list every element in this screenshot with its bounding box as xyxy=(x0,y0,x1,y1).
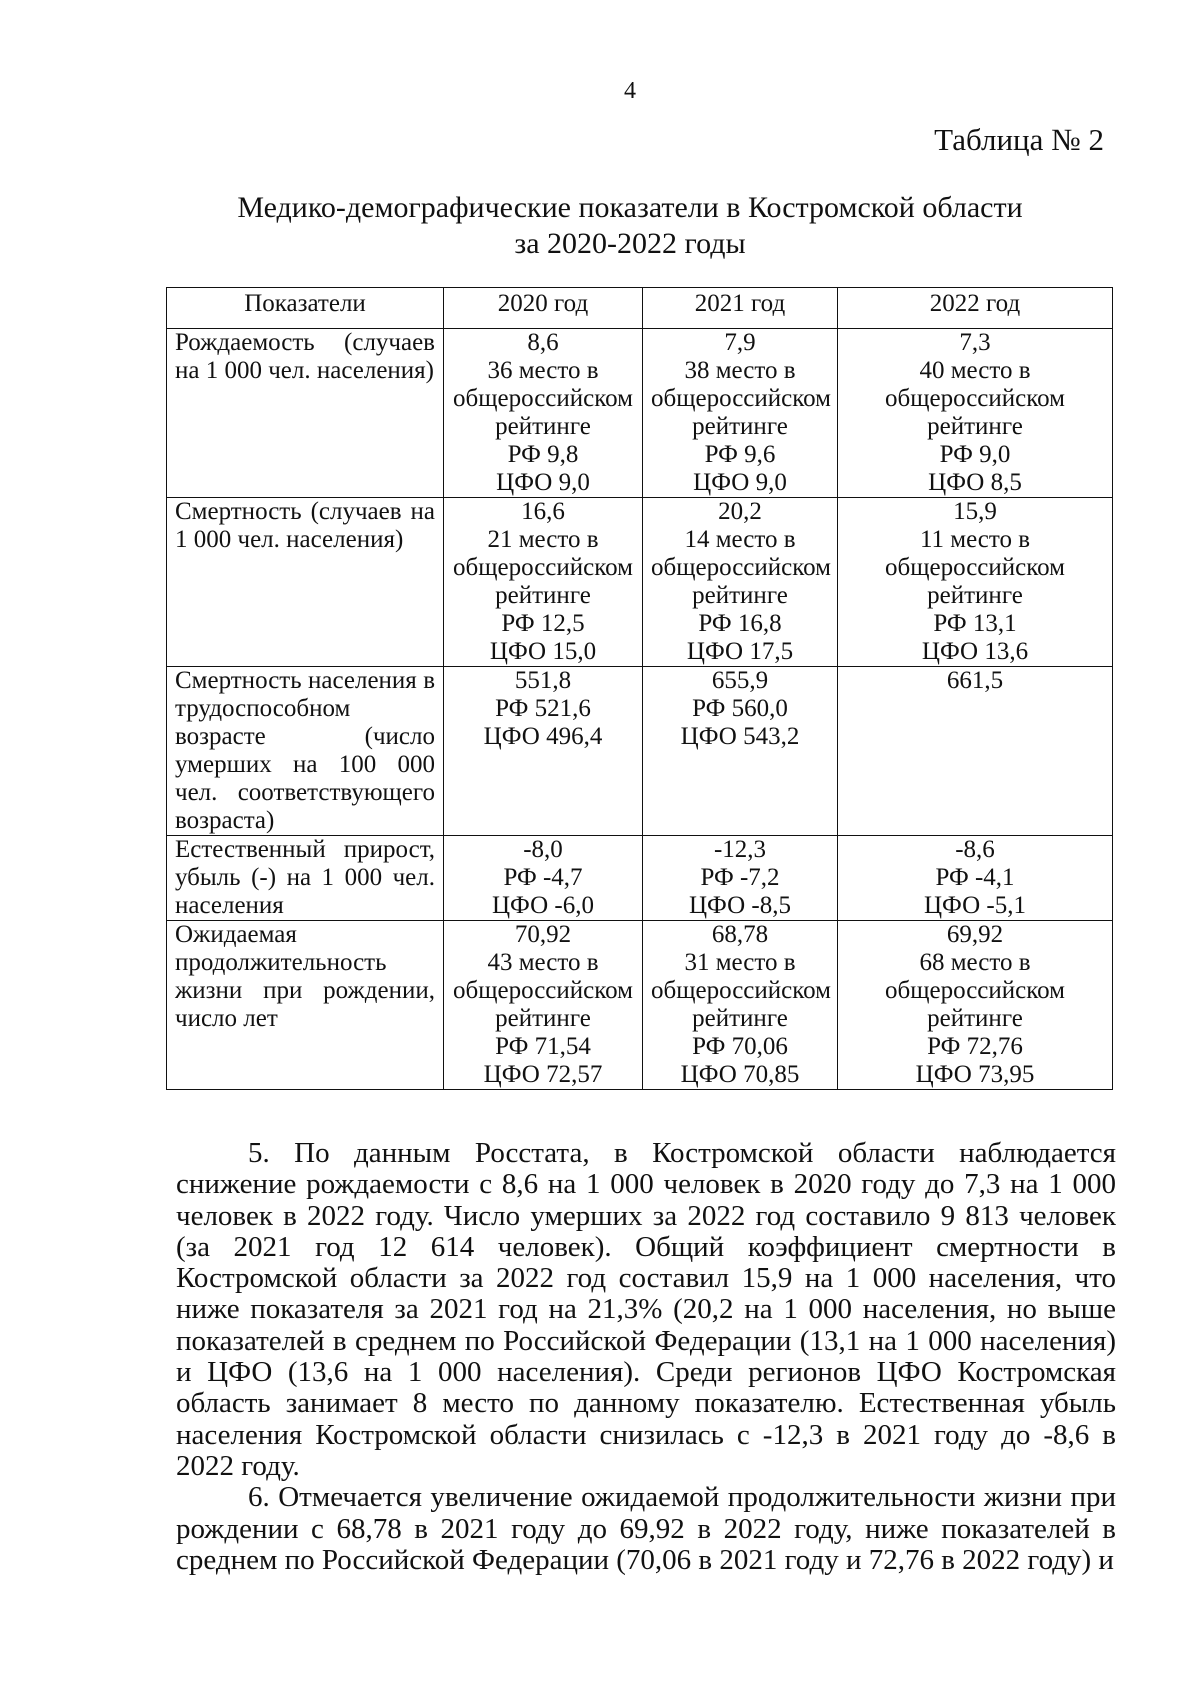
row-label: Ожидаемая продолжительность жизни при рождении, число лет xyxy=(167,921,444,1090)
value-line: 7,9 xyxy=(724,329,756,356)
value-line: -8,6 xyxy=(955,836,995,863)
value-line: РФ 13,1 xyxy=(933,610,1017,637)
table-row xyxy=(167,498,1113,667)
value-cell-2021 xyxy=(643,667,838,836)
table-row xyxy=(167,836,1113,921)
header-2021: 2021 год xyxy=(643,288,838,329)
value-line: РФ 72,76 xyxy=(927,1033,1023,1060)
value-line: 68 место в xyxy=(919,949,1031,976)
value-line: РФ 560,0 xyxy=(692,695,788,722)
value-line: ЦФО 9,0 xyxy=(496,469,590,496)
table-header-row xyxy=(167,288,1113,329)
value-cell-2022 xyxy=(838,498,1113,667)
indicators-table xyxy=(166,287,1113,1090)
header-2022: 2022 год xyxy=(838,288,1113,329)
value-cell-2022 xyxy=(838,921,1113,1090)
value-cell-2020 xyxy=(444,498,643,667)
value-line: ЦФО 70,85 xyxy=(680,1061,800,1088)
value-line: -8,0 xyxy=(523,836,563,863)
value-line: 551,8 xyxy=(514,667,572,694)
value-line: ЦФО 13,6 xyxy=(921,638,1029,665)
value-line: рейтинге xyxy=(927,1005,1023,1032)
value-line: ЦФО -6,0 xyxy=(492,892,594,919)
value-cell-2020 xyxy=(444,667,643,836)
value-line: РФ 12,5 xyxy=(501,610,585,637)
value-line: РФ 9,6 xyxy=(704,441,776,468)
value-line: общероссийском xyxy=(885,977,1065,1004)
value-line: 69,92 xyxy=(946,921,1004,948)
value-line: рейтинге xyxy=(927,413,1023,440)
value-cell-2022 xyxy=(838,836,1113,921)
value-line: 7,3 xyxy=(959,329,991,356)
row-label: Естественный прирост, убыль (-) на 1 000 чел. населения xyxy=(167,836,444,921)
value-line: общероссийском xyxy=(885,385,1065,412)
value-line: 661,5 xyxy=(946,667,1004,694)
value-line: рейтинге xyxy=(692,582,788,609)
value-line: 68,78 xyxy=(711,921,769,948)
header-indicators: Показатели xyxy=(167,288,444,329)
value-line: ЦФО 72,57 xyxy=(483,1061,603,1088)
value-line: рейтинге xyxy=(692,413,788,440)
value-line: ЦФО 9,0 xyxy=(693,469,787,496)
header-2020: 2020 год xyxy=(444,288,643,329)
value-line: рейтинге xyxy=(927,582,1023,609)
value-cell-2020 xyxy=(444,836,643,921)
value-line: РФ 71,54 xyxy=(495,1033,591,1060)
value-line: ЦФО 8,5 xyxy=(928,469,1022,496)
value-line: рейтинге xyxy=(495,582,591,609)
value-line: общероссийском xyxy=(651,554,831,581)
value-line: 14 место в xyxy=(684,526,796,553)
value-cell-2020 xyxy=(444,921,643,1090)
page-number: 4 xyxy=(624,78,636,104)
value-line: РФ 16,8 xyxy=(698,610,782,637)
table-label: Таблица № 2 xyxy=(934,122,1104,157)
value-cell-2021 xyxy=(643,498,838,667)
value-cell-2022 xyxy=(838,667,1113,836)
value-line: 36 место в xyxy=(487,357,599,384)
value-line: РФ -7,2 xyxy=(700,864,780,891)
value-line: ЦФО 17,5 xyxy=(686,638,794,665)
value-line: РФ -4,7 xyxy=(503,864,583,891)
value-line: ЦФО 543,2 xyxy=(680,723,800,750)
value-cell-2022 xyxy=(838,329,1113,498)
value-line: РФ 9,8 xyxy=(507,441,579,468)
table-row xyxy=(167,921,1113,1090)
value-line: общероссийском xyxy=(453,554,633,581)
value-line: ЦФО 496,4 xyxy=(483,723,603,750)
value-line: ЦФО 73,95 xyxy=(915,1061,1035,1088)
value-line: общероссийском xyxy=(651,977,831,1004)
value-line: РФ -4,1 xyxy=(935,864,1015,891)
value-line: -12,3 xyxy=(713,836,767,863)
table-row xyxy=(167,667,1113,836)
value-line: ЦФО -8,5 xyxy=(689,892,791,919)
value-cell-2021 xyxy=(643,921,838,1090)
paragraph-6: 6. Отмечается увеличение ожидаемой продолжительности жизни при рождении с 68,78 в 2021 году до 69,92 в 2022 году, ниже показателей в среднем по Российской Федерации (70,06 в 2021 году и 72,76 в 2022 году) и xyxy=(176,1481,1116,1576)
value-cell-2021 xyxy=(643,329,838,498)
table-body xyxy=(167,329,1113,1090)
value-line: ЦФО -5,1 xyxy=(924,892,1026,919)
value-line: РФ 521,6 xyxy=(495,695,591,722)
value-line: 43 место в xyxy=(487,949,599,976)
body-text xyxy=(176,1138,1116,1576)
value-line: 655,9 xyxy=(711,667,769,694)
value-line: 38 место в xyxy=(684,357,796,384)
value-line: РФ 70,06 xyxy=(692,1033,788,1060)
table-title xyxy=(160,190,1100,262)
table-title-line-1: Медико-демографические показатели в Костромской области xyxy=(237,191,1023,224)
value-line: рейтинге xyxy=(692,1005,788,1032)
value-line: 31 место в xyxy=(684,949,796,976)
value-line: рейтинге xyxy=(495,1005,591,1032)
row-label: Смертность населения в трудоспособном возрасте (число умерших на 100 000 чел. соответствующего возраста) xyxy=(167,667,444,836)
value-line: общероссийском xyxy=(453,977,633,1004)
paragraph-5: 5. По данным Росстата, в Костромской области наблюдается снижение рождаемости с 8,6 на 1 000 человек в 2020 году до 7,3 на 1 000 человек в 2022 году. Число умерших за 2022 год составило 9 813 человек (за 2021 год 12 614 человек). Общий коэффициент смертности в Костромской области за 2022 год составил 15,9 на 1 000 населения, что ниже показателя за 2021 год на 21,3% (20,2 на 1 000 населения, но выше показателей в среднем по Российской Федерации (13,1 на 1 000 населения) и ЦФО (13,6 на 1 000 населения). Среди регионов ЦФО Костромская область занимает 8 место по данному показателю. Естественная убыль населения Костромской области снизилась с -12,3 в 2021 году до -8,6 в 2022 году. xyxy=(176,1137,1116,1482)
value-line: ЦФО 15,0 xyxy=(489,638,597,665)
value-line: рейтинге xyxy=(495,413,591,440)
value-line: 21 место в xyxy=(487,526,599,553)
value-line: общероссийском xyxy=(453,385,633,412)
table-title-line-2: за 2020-2022 годы xyxy=(514,227,746,260)
value-line: 16,6 xyxy=(521,498,565,525)
value-line: 15,9 xyxy=(953,498,997,525)
value-line: 20,2 xyxy=(718,498,762,525)
value-line: 8,6 xyxy=(527,329,559,356)
value-line: 70,92 xyxy=(514,921,572,948)
value-cell-2021 xyxy=(643,836,838,921)
value-cell-2020 xyxy=(444,329,643,498)
table-row xyxy=(167,329,1113,498)
row-label: Рождаемость (случаев на 1 000 чел. населения) xyxy=(167,329,444,498)
value-line: общероссийском xyxy=(885,554,1065,581)
value-line: 40 место в xyxy=(919,357,1031,384)
value-line: 11 место в xyxy=(919,526,1031,553)
value-line: РФ 9,0 xyxy=(939,441,1011,468)
row-label: Смертность (случаев на 1 000 чел. населения) xyxy=(167,498,444,667)
value-line: общероссийском xyxy=(651,385,831,412)
